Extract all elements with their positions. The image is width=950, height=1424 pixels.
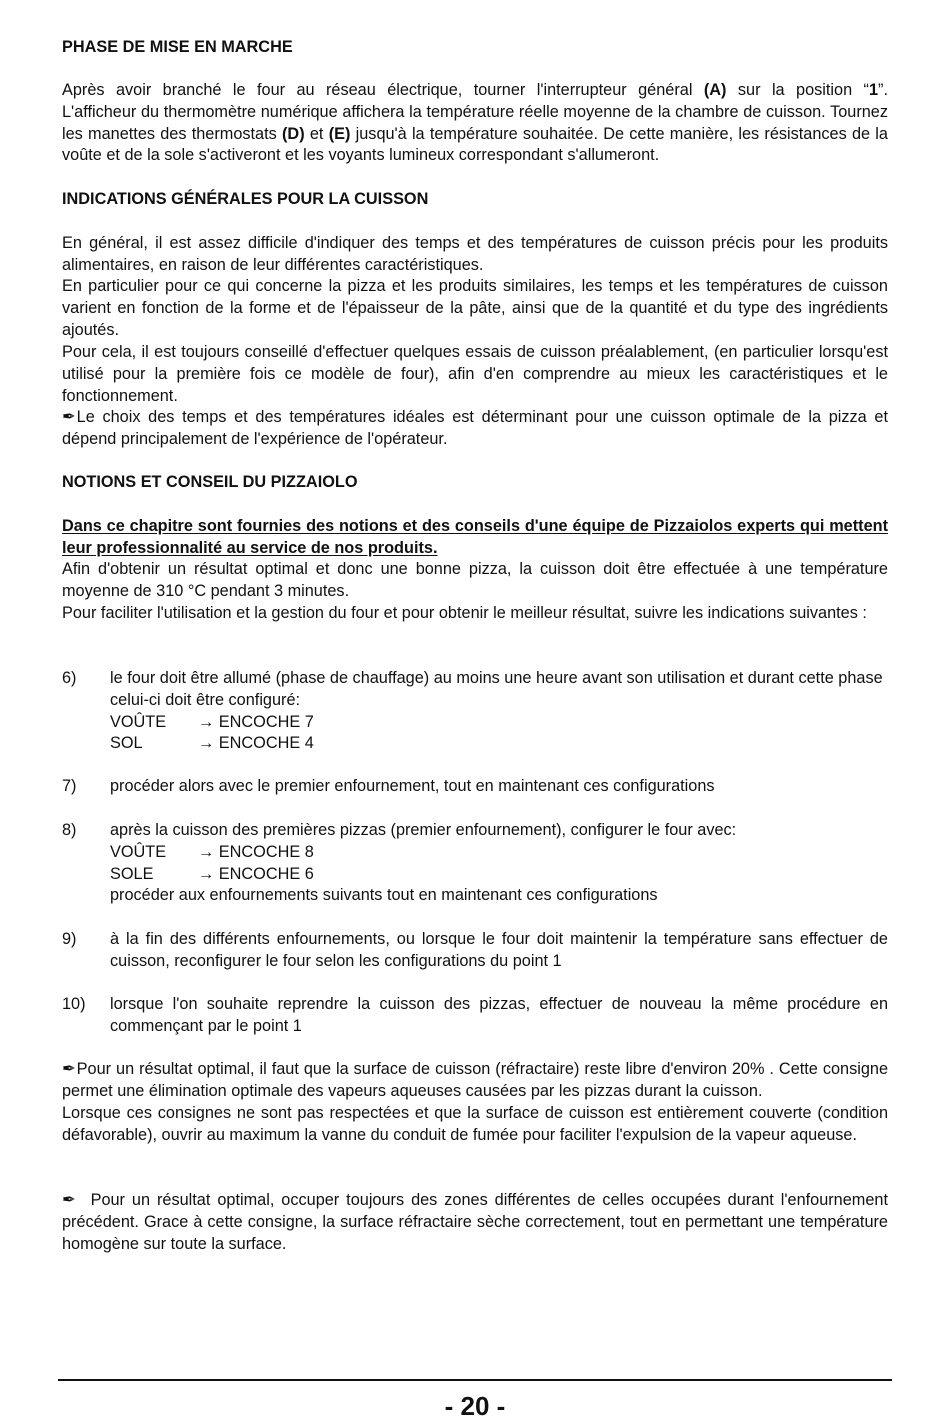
pizzaiolo-paragraph-1: Afin d'obtenir un résultat optimal et donc une bonne pizza, la cuisson doit être effectuée à une température moyenne de 310 °C pendant 3 minutes. [62,560,888,600]
surface-note-continued: Lorsque ces consignes ne sont pas respectées et que la surface de cuisson est entièrement couverte (condition défavorable), ouvrir au maximum la vanne du conduit de fumée pour faciliter l'expulsion de la vapeur aqueuse. [62,1104,888,1144]
general-cooking-paragraph-3: Pour cela, il est toujours conseillé d'effectuer quelques essais de cuisson préalablement, (en particulier lorsqu'est utilisé pour la première fois ce modèle de four), afin d'en comprendre au mieux les caractéristiques et le fonctionnement. [62,343,888,405]
pointing-hand-icon: ✒ [62,408,76,426]
list-item [62,929,888,973]
page-number: - 20 - [444,1391,506,1421]
list-item [62,820,888,907]
list-item-followup: procéder aux enfournements suivants tout en maintenant ces configurations [110,886,658,905]
pointing-hand-icon: ✒ [62,1191,76,1209]
list-item-text: le four doit être allumé (phase de chauffage) au moins une heure avant son utilisation et durant cette phase celui-ci doit être configuré: [110,669,883,709]
list-item-number: 8) [62,821,77,839]
list-item [62,776,888,798]
list-item-number: 6) [62,669,77,687]
list-item-number: 9) [62,930,77,948]
zones-note: ✒ Pour un résultat optimal, occuper toujours des zones différentes de celles occupées durant l'enfournement précédent. Grace à cette consigne, la surface réfractaire sèche correctement, tout en permettant une température homogène sur toute la surface. [62,1191,888,1253]
pizzaiolo-intro: Dans ce chapitre sont fournies des notions et des conseils d'une équipe de Pizzaiolos experts qui mettent leur professionnalité au service de nos produits. [62,517,888,557]
list-item-text: à la fin des différents enfournements, ou lorsque le four doit maintenir la température sans effectuer de cuisson, reconfigurer le four selon les configurations du point 1 [110,930,888,970]
config-row: SOL → ENCOCHE 4 [110,734,314,753]
list-item [62,994,888,1038]
pointing-hand-icon: ✒ [62,1060,76,1078]
list-item-text: procéder alors avec le premier enfournement, tout en maintenant ces configurations [110,777,715,795]
pizzaiolo-paragraph-2: Pour faciliter l'utilisation et la gestion du four et pour obtenir le meilleur résultat, suivre les indications suivantes : [62,604,867,622]
section-heading-startup: PHASE DE MISE EN MARCHE [62,38,293,56]
list-item-text: lorsque l'on souhaite reprendre la cuisson des pizzas, effectuer de nouveau la même procédure en commençant par le point 1 [110,995,888,1035]
list-item-number: 7) [62,777,77,795]
list-item-number: 10) [62,995,86,1013]
surface-note: ✒Pour un résultat optimal, il faut que la surface de cuisson (réfractaire) reste libre d'environ 20% . Cette consigne permet une élimination optimale des vapeurs aqueuses causées par les pizzas durant la cuisson. [62,1060,888,1100]
section-heading-pizzaiolo: NOTIONS ET CONSEIL DU PIZZAIOLO [62,473,358,491]
config-row: VOÛTE → ENCOCHE 8 [110,842,314,861]
general-cooking-paragraph-1: En général, il est assez difficile d'indiquer des temps et des températures de cuisson précis pour les produits alimentaires, en raison de leur différentes caractéristiques. [62,234,888,274]
general-cooking-note: ✒Le choix des temps et des températures idéales est déterminant pour une cuisson optimale de la pizza et dépend principalement de l'expérience de l'opérateur. [62,408,888,448]
list-item-text: après la cuisson des premières pizzas (premier enfournement), configurer le four avec: [110,821,737,839]
startup-paragraph: Après avoir branché le four au réseau électrique, tourner l'interrupteur général (A) sur la position “1”. L'afficheur du thermomètre numérique affichera la température réelle moyenne de la chambre de cuisson. Tournez les manettes des thermostats (D) et (E) jusqu'à la température souhaitée. De cette manière, les résistances de la voûte et de la sole s'activeront et les voyants lumineux correspondant s'allumeront. [62,81,888,165]
config-row: SOLE → ENCOCHE 6 [110,864,314,883]
list-item [62,668,888,755]
footer-divider [58,1379,892,1381]
section-heading-general-cooking: INDICATIONS GÉNÉRALES POUR LA CUISSON [62,190,429,208]
general-cooking-paragraph-2: En particulier pour ce qui concerne la pizza et les produits similaires, les temps et les températures de cuisson varient en fonction de la forme et de l'épaisseur de la pâte, ainsi que de la quantité et du type des ingrédients ajoutés. [62,277,888,339]
config-row: VOÛTE → ENCOCHE 7 [110,712,314,731]
